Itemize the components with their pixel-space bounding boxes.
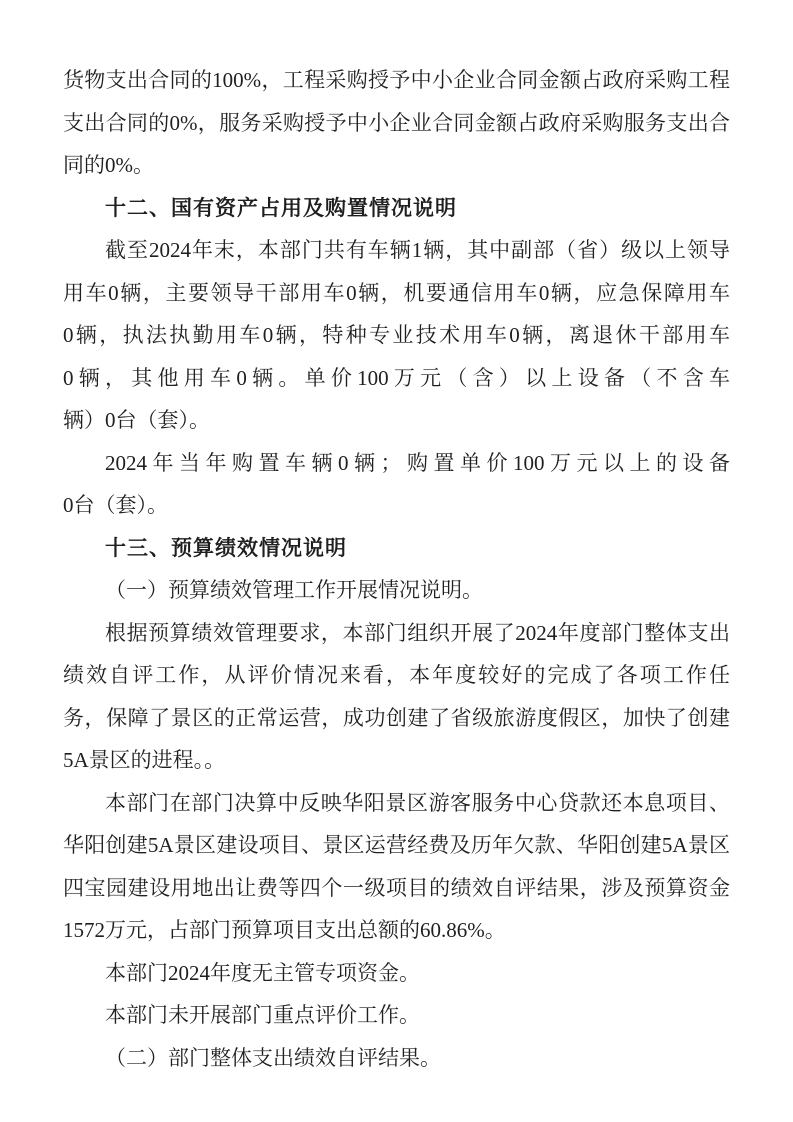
- text-line: 0辆，执法执勤用车0辆，特种专业技术用车0辆，离退休干部用车: [63, 323, 730, 347]
- section-heading: 十二、国有资产占用及购置情况说明: [105, 195, 457, 220]
- paragraph: [63, 442, 730, 527]
- text-line: 本部门在部门决算中反映华阳景区游客服务中心贷款还本息项目、: [105, 790, 730, 815]
- text-line: 华阳创建5A景区建设项目、景区运营经费及历年欠款、华阳创建5A景区: [63, 833, 730, 857]
- text-line: 5A景区的进程。。: [63, 748, 226, 772]
- text-line: 支出合同的0%，服务采购授予中小企业合同金额占政府采购服务支出合: [63, 110, 730, 135]
- text-line: 截至2024年末，本部门共有车辆1辆，其中副部（省）级以上领导: [105, 238, 730, 262]
- text-line: 2024年当年购置车辆0辆；购置单价100万元以上的设备: [105, 450, 730, 475]
- paragraph: [63, 569, 730, 612]
- text-line: 货物支出合同的100%，工程采购授予中小企业合同金额占政府采购工程: [63, 68, 730, 92]
- text-line: 0台（套）。: [63, 493, 168, 517]
- paragraph: [63, 952, 730, 995]
- section-12: [63, 187, 730, 230]
- text-line: 用车0辆，主要领导干部用车0辆，机要通信用车0辆，应急保障用车: [63, 280, 730, 305]
- section-13: [63, 527, 730, 570]
- text-line: （一）预算绩效管理工作开展情况说明。: [105, 578, 483, 602]
- text-line: 四宝园建设用地出让费等四个一级项目的绩效自评结果，涉及预算资金: [63, 875, 730, 900]
- paragraph: [63, 612, 730, 782]
- text-line: 0辆，其他用车0辆。单价100万元（含）以上设备（不含车: [63, 365, 730, 390]
- text-line: 绩效自评工作，从评价情况来看，本年度较好的完成了各项工作任: [63, 663, 730, 687]
- text-line: 1572万元，占部门预算项目支出总额的60.86%。: [63, 918, 506, 942]
- text-line: （二）部门整体支出绩效自评结果。: [105, 1045, 441, 1070]
- paragraph: [63, 994, 730, 1037]
- text-line: 本部门未开展部门重点评价工作。: [105, 1003, 420, 1027]
- paragraph: [63, 782, 730, 952]
- paragraph: [63, 59, 730, 187]
- paragraph: [63, 1037, 730, 1080]
- text-line: 务，保障了景区的正常运营，成功创建了省级旅游度假区，加快了创建: [63, 705, 730, 730]
- text-line: 同的0%。: [63, 153, 154, 177]
- text-line: 辆）0台（套）。: [63, 408, 210, 432]
- text-line: 根据预算绩效管理要求，本部门组织开展了2024年度部门整体支出: [105, 620, 730, 645]
- text-line: 本部门2024年度无主管专项资金。: [105, 960, 420, 985]
- document-body: [63, 59, 730, 1079]
- section-heading: 十三、预算绩效情况说明: [105, 535, 347, 560]
- paragraph: [63, 229, 730, 442]
